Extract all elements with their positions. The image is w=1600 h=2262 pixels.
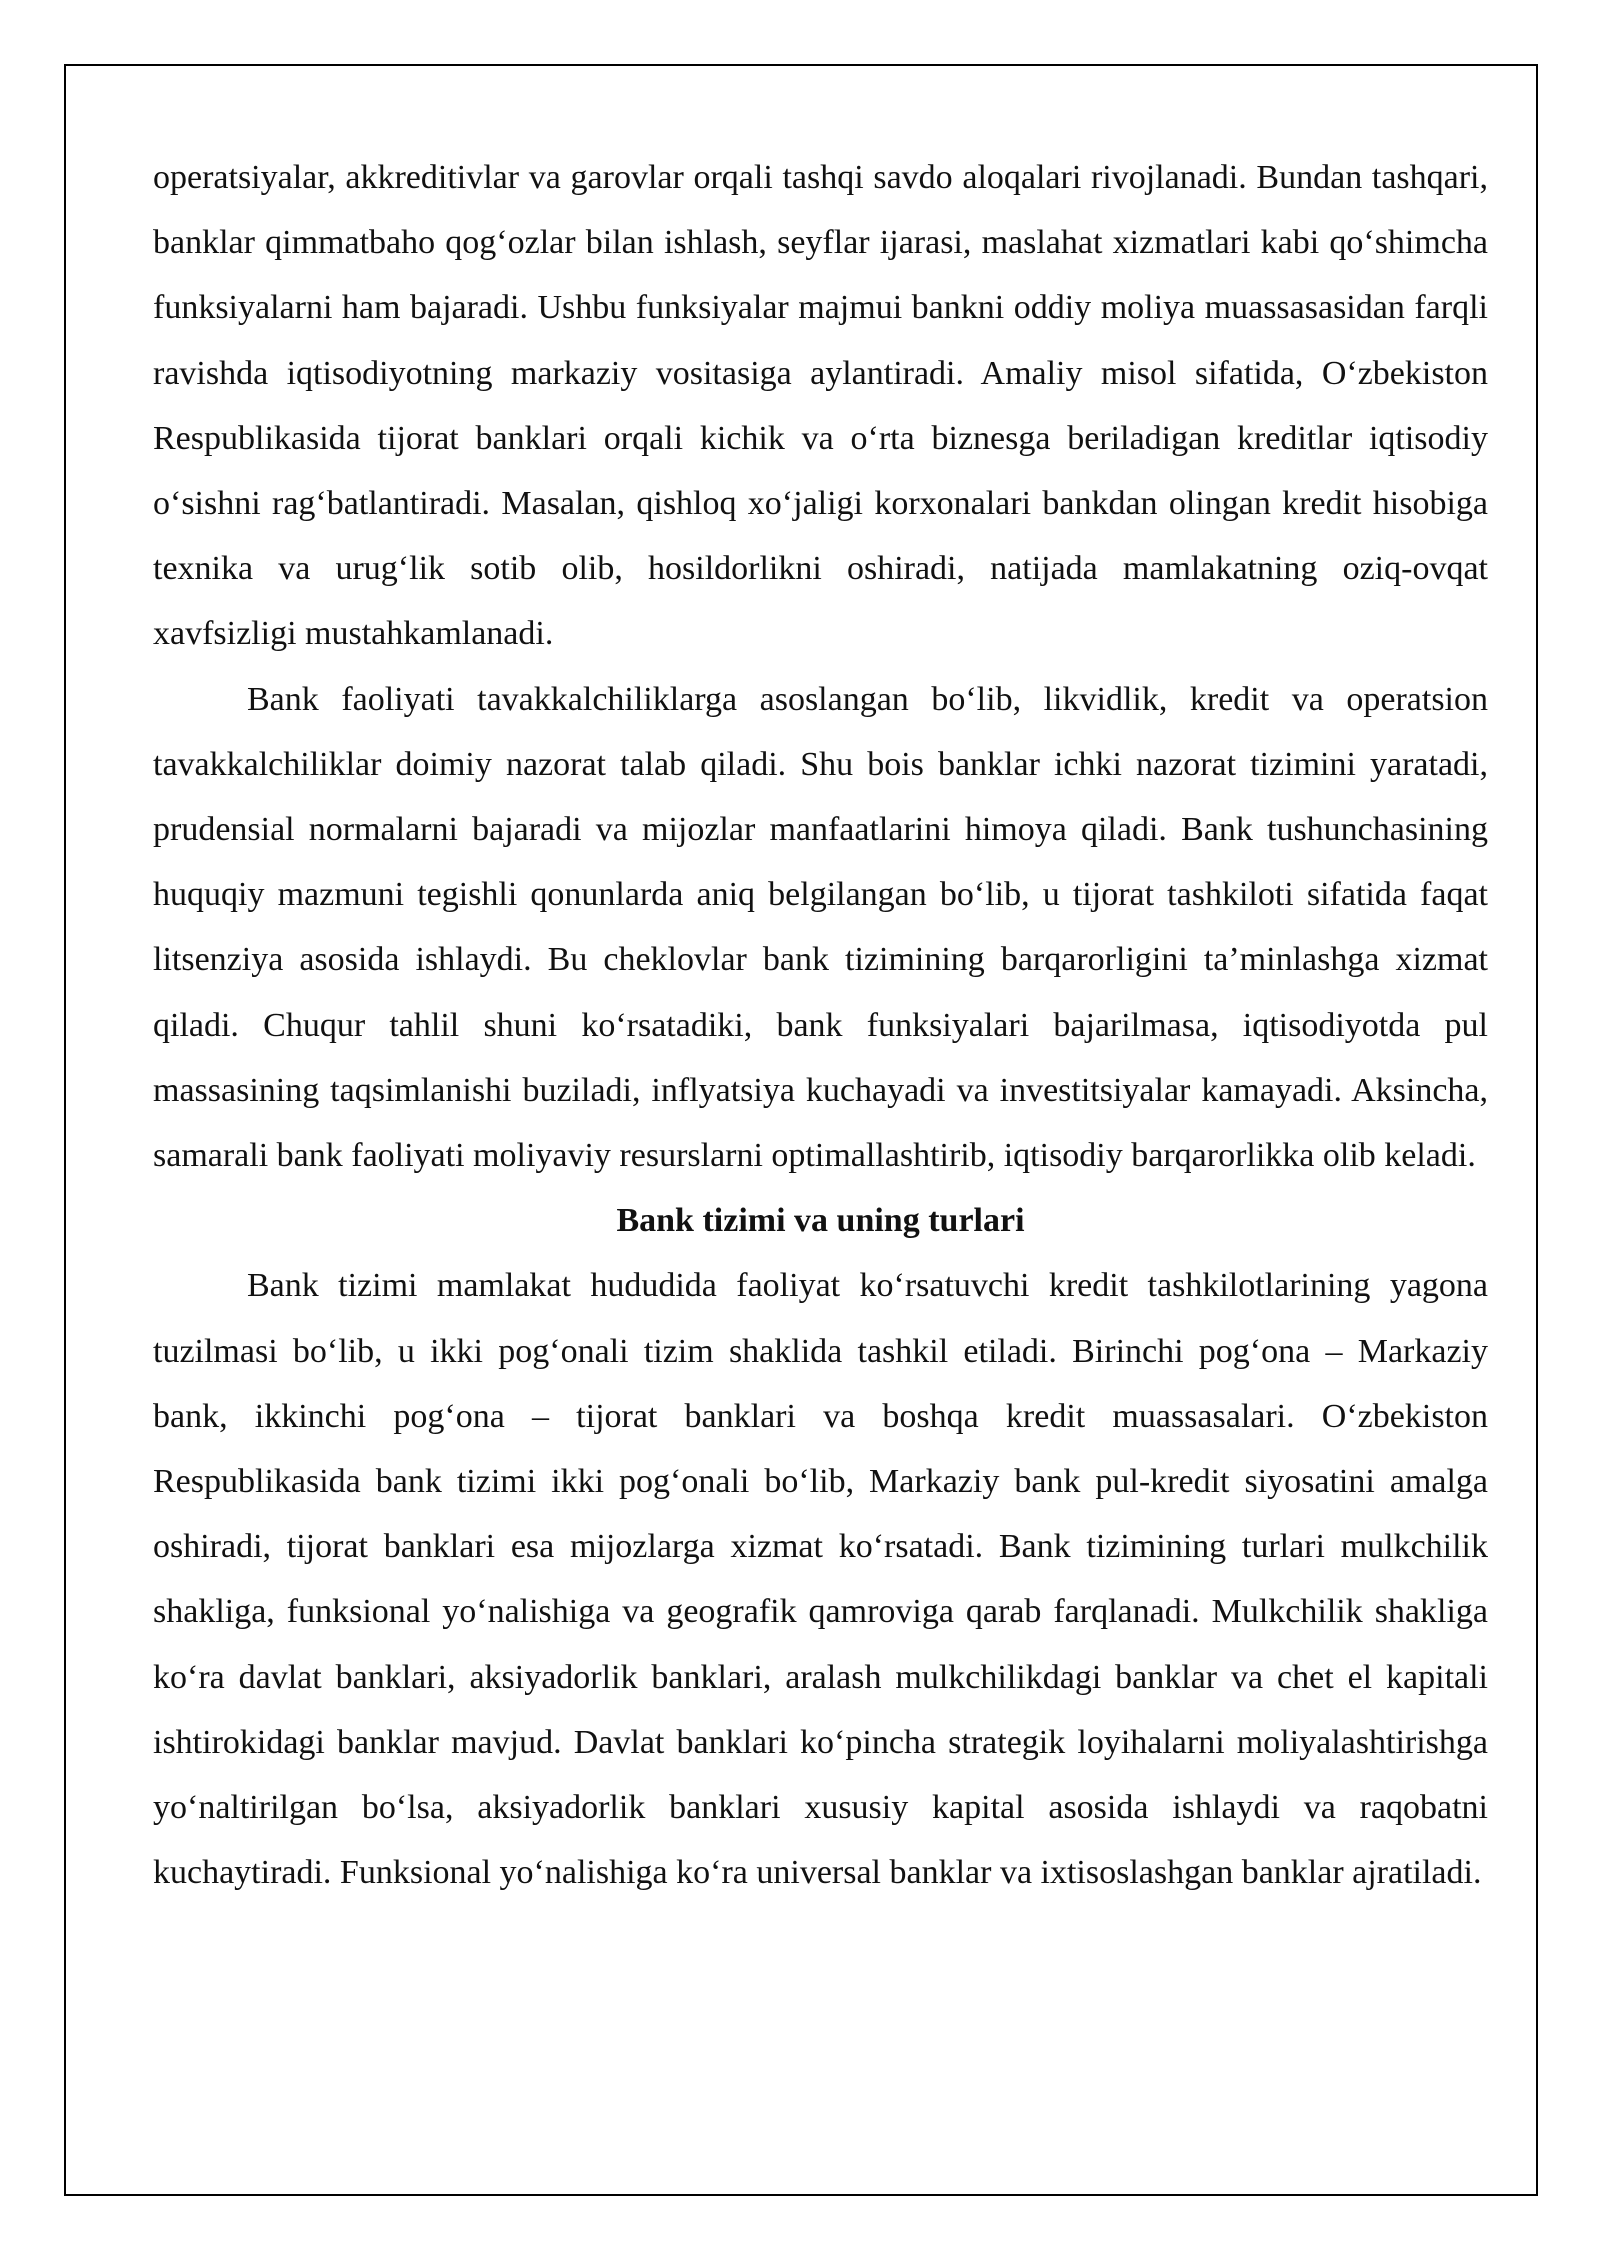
paragraph-bank-system: Bank tizimi mamlakat hududida faoliyat ko‘rsatuvchi kredit tashkilotlarining yagona tuzilmasi bo‘lib, u ikki pog‘onali tizim shaklida tashkil etiladi. Birinchi pog‘ona – Markaziy bank, ikkinchi pog‘ona – tijorat banklari va boshqa kredit muassasalari. O‘zbekiston Respublikasida bank tizimi ikki pog‘onali bo‘lib, Markaziy bank pul-kredit siyosatini amalga oshiradi, tijorat banklari esa mijozlarga xizmat ko‘rsatadi. Bank tizimining turlari mulkchilik shakliga, funksional yo‘nalishiga va geografik qamroviga qarab farqlanadi. Mulkchilik shakliga ko‘ra davlat banklari, aksiyadorlik banklari, aralash mulkchilikdagi banklar va chet el kapitali ishtirokidagi banklar mavjud. Davlat banklari ko‘pincha strategik loyihalarni moliyalashtirishga yo‘naltirilgan bo‘lsa, aksiyadorlik banklari xususiy kapital asosida ishlaydi va raqobatni kuchaytiradi. Funksional yo‘nalishiga ko‘ra universal banklar va ixtisoslashgan banklar ajratiladi. xyxy=(153,1267,1488,1892)
paragraph-bank-risks: Bank faoliyati tavakkalchiliklarga asoslangan bo‘lib, likvidlik, kredit va operatsion tavakkalchiliklar doimiy nazorat talab qiladi. Shu bois banklar ichki nazorat tizimini yaratadi, prudensial normalarni bajaradi va mijozlar manfaatlarini himoya qiladi. Bank tushunchasining huquqiy mazmuni tegishli qonunlarda aniq belgilangan bo‘lib, u tijorat tashkiloti sifatida faqat litsenziya asosida ishlaydi. Bu cheklovlar bank tizimining barqarorligini ta’minlashga xizmat qiladi. Chuqur tahlil shuni ko‘rsatadiki, bank funksiyalari bajarilmasa, iqtisodiyotda pul massasining taqsimlanishi buziladi, inflyatsiya kuchayadi va investitsiyalar kamayadi. Aksincha, samarali bank faoliyati moliyaviy resurslarni optimallashtirib, iqtisodiy barqarorlikka olib keladi. xyxy=(153,680,1488,1175)
paragraph-continuation: operatsiyalar, akkreditivlar va garovlar orqali tashqi savdo aloqalari rivojlanadi. Bundan tashqari, banklar qimmatbaho qog‘ozlar bilan ishlash, seyflar ijarasi, maslahat xizmatlari kabi qo‘shimcha funksiyalarni ham bajaradi. Ushbu funksiyalar majmui bankni oddiy moliya muassasasidan farqli ravishda iqtisodiyotning markaziy vositasiga aylantiradi. Amaliy misol sifatida, O‘zbekiston Respublikasida tijorat banklari orqali kichik va o‘rta biznesga beriladigan kreditlar iqtisodiy o‘sishni rag‘batlantiradi. Masalan, qishloq xo‘jaligi korxonalari bankdan olingan kredit hisobiga texnika va urug‘lik sotib olib, hosildorlikni oshiradi, natijada mamlakatning oziq-ovqat xavfsizligi mustahkamlanadi. xyxy=(153,159,1488,653)
section-heading: Bank tizimi va uning turlari xyxy=(616,1202,1025,1240)
document-body xyxy=(153,145,1488,1905)
